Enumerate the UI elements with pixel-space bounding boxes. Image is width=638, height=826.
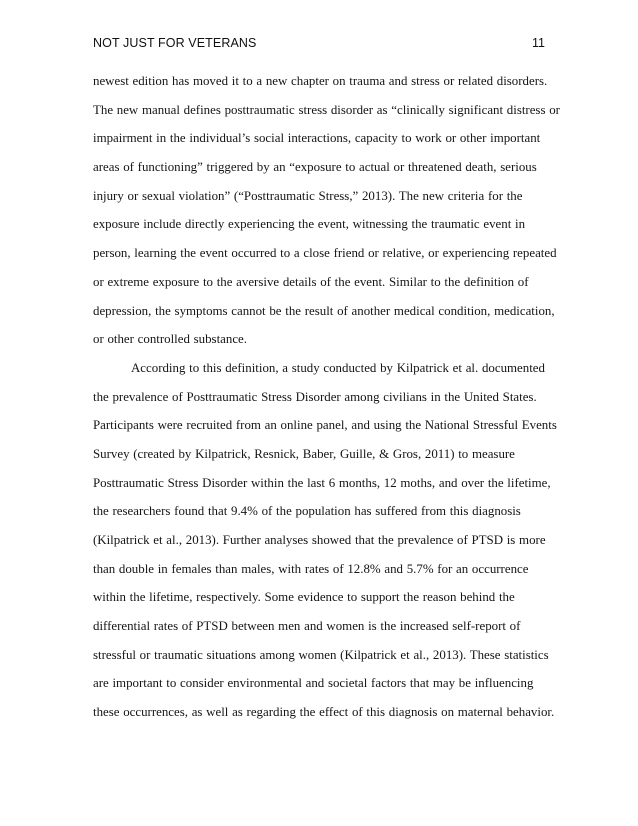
text-line: (Kilpatrick et al., 2013). Further analyses showed that the prevalence of PTSD is more xyxy=(93,533,546,547)
text-line-indented: According to this definition, a study conducted by Kilpatrick et al. documented xyxy=(131,360,545,375)
text-line: impairment in the individual’s social interactions, capacity to work or other important xyxy=(93,131,541,146)
text-line: newest edition has moved it to a new chapter on trauma and stress or related disorders. xyxy=(93,74,548,88)
running-head: NOT JUST FOR VETERANS xyxy=(93,36,257,50)
text-line: stressful or traumatic situations among women (Kilpatrick et al., 2013). These statistics xyxy=(93,647,549,662)
page-number: 11 xyxy=(532,36,545,50)
text-line: these occurrences, as well as regarding the effect of this diagnosis on maternal behavior. xyxy=(93,705,555,720)
text-line: the prevalence of Posttraumatic Stress Disorder among civilians in the United States. xyxy=(93,389,537,404)
text-line: areas of functioning” triggered by an “exposure to actual or threatened death, serious xyxy=(93,160,537,175)
text-line: The new manual defines posttraumatic stress disorder as “clinically significant distress or xyxy=(93,102,560,117)
text-line: injury or sexual violation” (“Posttraumatic Stress,” 2013). The new criteria for the xyxy=(93,188,523,203)
text-line: or other controlled substance. xyxy=(93,332,247,347)
text-line: within the lifetime, respectively. Some evidence to support the reason behind the xyxy=(93,590,515,605)
text-line: depression, the symptoms cannot be the result of another medical condition, medication, xyxy=(93,303,555,318)
text-line: than double in females than males, with rates of 12.8% and 5.7% for an occurrence xyxy=(93,561,529,576)
text-line: are important to consider environmental and societal factors that may be influencing xyxy=(93,676,534,691)
body-text xyxy=(93,69,560,729)
text-line: differential rates of PTSD between men and women is the increased self-report of xyxy=(93,619,521,634)
paragraph-2 xyxy=(93,356,557,729)
text-line: Posttraumatic Stress Disorder within the last 6 months, 12 moths, and over the lifetime, xyxy=(93,475,551,490)
text-line: person, learning the event occurred to a close friend or relative, or experiencing repeated xyxy=(93,246,557,261)
page-header xyxy=(93,36,545,56)
text-line: or extreme exposure to the aversive details of the event. Similar to the definition of xyxy=(93,274,529,289)
text-line: Participants were recruited from an online panel, and using the National Stressful Events xyxy=(93,418,557,433)
paragraph-1 xyxy=(93,69,560,356)
text-line: exposure include directly experiencing the event, witnessing the traumatic event in xyxy=(93,217,526,232)
text-line: Survey (created by Kilpatrick, Resnick, Baber, Guille, & Gros, 2011) to measure xyxy=(93,446,515,461)
text-line: the researchers found that 9.4% of the population has suffered from this diagnosis xyxy=(93,504,521,519)
